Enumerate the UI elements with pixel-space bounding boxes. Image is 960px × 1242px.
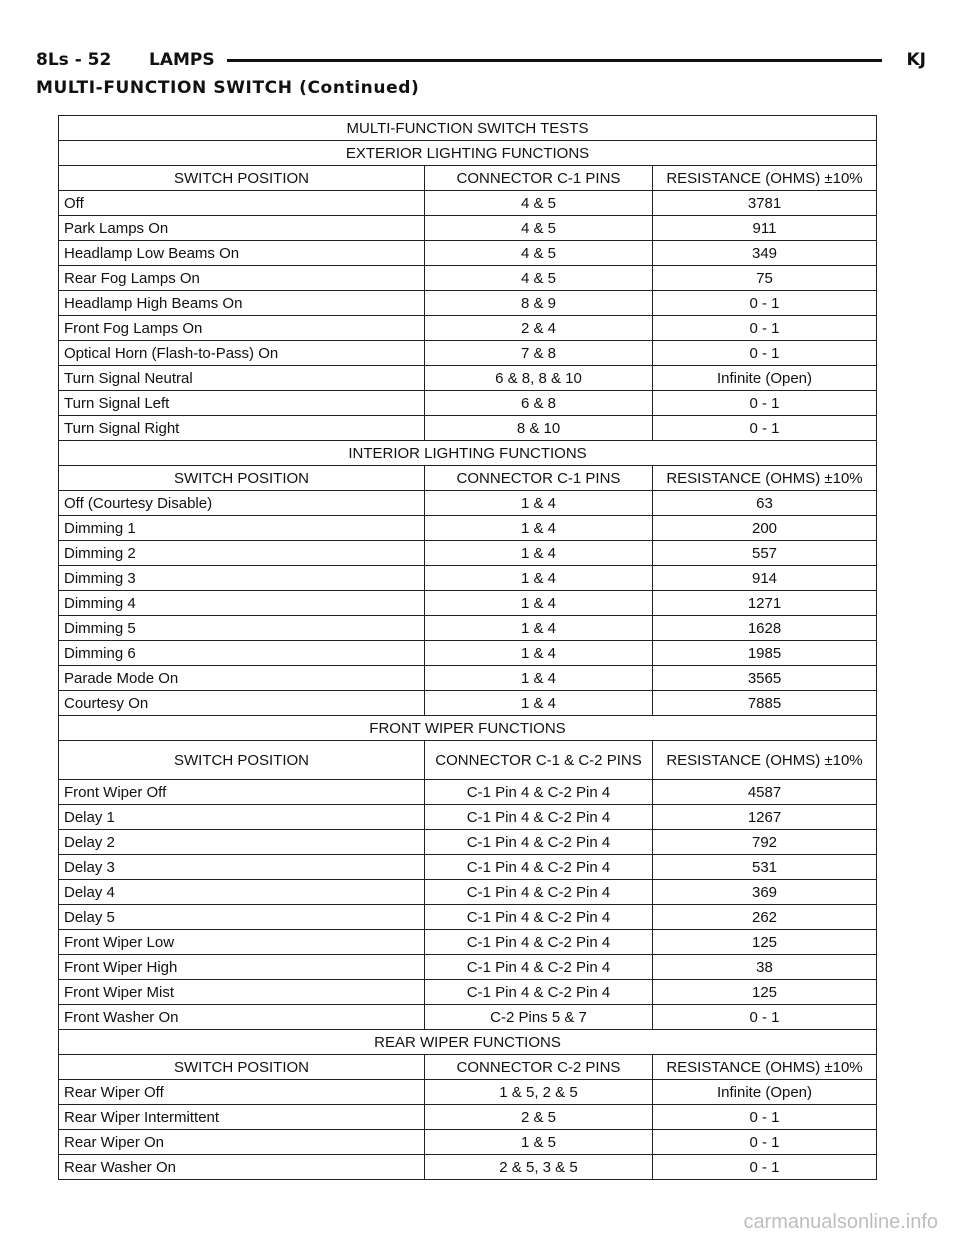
switch-position-cell: Headlamp Low Beams On — [59, 241, 425, 266]
resistance-cell: 4587 — [653, 780, 877, 805]
resistance-cell: 792 — [653, 830, 877, 855]
table-row — [59, 391, 877, 416]
table-row — [59, 316, 877, 341]
table-row — [59, 591, 877, 616]
connector-pins-cell: C-1 Pin 4 & C-2 Pin 4 — [425, 955, 653, 980]
connector-pins-cell: 2 & 4 — [425, 316, 653, 341]
switch-position-cell: Headlamp High Beams On — [59, 291, 425, 316]
page-number: 8Ls - 52 — [36, 50, 112, 70]
header-rule — [227, 59, 882, 62]
section-title: REAR WIPER FUNCTIONS — [59, 1030, 877, 1055]
switch-position-cell: Front Wiper Off — [59, 780, 425, 805]
connector-pins-cell: 1 & 4 — [425, 616, 653, 641]
resistance-cell: 0 - 1 — [653, 1155, 877, 1180]
switch-position-cell: Dimming 4 — [59, 591, 425, 616]
connector-pins-cell: 4 & 5 — [425, 191, 653, 216]
resistance-cell: 75 — [653, 266, 877, 291]
table-row — [59, 241, 877, 266]
switch-position-cell: Rear Washer On — [59, 1155, 425, 1180]
resistance-cell: 200 — [653, 516, 877, 541]
connector-pins-cell: 1 & 4 — [425, 591, 653, 616]
page-header — [36, 44, 926, 74]
table-row — [59, 905, 877, 930]
section-title-row — [59, 441, 877, 466]
connector-pins-cell: 1 & 4 — [425, 491, 653, 516]
table-row — [59, 216, 877, 241]
resistance-cell: 914 — [653, 566, 877, 591]
switch-position-cell: Front Wiper High — [59, 955, 425, 980]
table-row — [59, 930, 877, 955]
switch-position-cell: Front Washer On — [59, 1005, 425, 1030]
switch-position-cell: Front Wiper Mist — [59, 980, 425, 1005]
switch-position-cell: Off (Courtesy Disable) — [59, 491, 425, 516]
column-header: CONNECTOR C-1 PINS — [425, 466, 653, 491]
connector-pins-cell: 1 & 4 — [425, 666, 653, 691]
resistance-cell: 1267 — [653, 805, 877, 830]
table-row — [59, 880, 877, 905]
switch-position-cell: Delay 5 — [59, 905, 425, 930]
resistance-cell: 0 - 1 — [653, 391, 877, 416]
connector-pins-cell: 2 & 5 — [425, 1105, 653, 1130]
resistance-cell: 3781 — [653, 191, 877, 216]
table-title: MULTI-FUNCTION SWITCH TESTS — [59, 116, 877, 141]
connector-pins-cell: C-1 Pin 4 & C-2 Pin 4 — [425, 855, 653, 880]
watermark: carmanualsonline.info — [743, 1211, 938, 1233]
table-row — [59, 291, 877, 316]
connector-pins-cell: C-1 Pin 4 & C-2 Pin 4 — [425, 905, 653, 930]
connector-pins-cell: C-1 Pin 4 & C-2 Pin 4 — [425, 980, 653, 1005]
table-row — [59, 1080, 877, 1105]
section-title-row — [59, 716, 877, 741]
switch-position-cell: Turn Signal Left — [59, 391, 425, 416]
table-row — [59, 1155, 877, 1180]
resistance-cell: 349 — [653, 241, 877, 266]
resistance-cell: 911 — [653, 216, 877, 241]
switch-position-cell: Dimming 5 — [59, 616, 425, 641]
connector-pins-cell: C-1 Pin 4 & C-2 Pin 4 — [425, 780, 653, 805]
table-row — [59, 1005, 877, 1030]
section-title: FRONT WIPER FUNCTIONS — [59, 716, 877, 741]
column-header: SWITCH POSITION — [59, 166, 425, 191]
model-code: KJ — [906, 50, 926, 70]
connector-pins-cell: 8 & 9 — [425, 291, 653, 316]
column-header: CONNECTOR C-1 PINS — [425, 166, 653, 191]
column-header-row — [59, 741, 877, 780]
connector-pins-cell: 7 & 8 — [425, 341, 653, 366]
table-row — [59, 266, 877, 291]
switch-position-cell: Rear Wiper On — [59, 1130, 425, 1155]
table-row — [59, 805, 877, 830]
switch-position-cell: Delay 2 — [59, 830, 425, 855]
table-row — [59, 516, 877, 541]
connector-pins-cell: 1 & 4 — [425, 541, 653, 566]
connector-pins-cell: 1 & 5 — [425, 1130, 653, 1155]
section-title-row — [59, 141, 877, 166]
table-row — [59, 191, 877, 216]
connector-pins-cell: 4 & 5 — [425, 216, 653, 241]
switch-position-cell: Parade Mode On — [59, 666, 425, 691]
column-header: RESISTANCE (OHMS) ±10% — [653, 741, 877, 780]
column-header: SWITCH POSITION — [59, 466, 425, 491]
section-title-row — [59, 1030, 877, 1055]
table-row — [59, 1105, 877, 1130]
switch-position-cell: Turn Signal Right — [59, 416, 425, 441]
connector-pins-cell: 6 & 8 — [425, 391, 653, 416]
connector-pins-cell: 8 & 10 — [425, 416, 653, 441]
switch-position-cell: Park Lamps On — [59, 216, 425, 241]
resistance-cell: 0 - 1 — [653, 1105, 877, 1130]
column-header-row — [59, 466, 877, 491]
page-subheading: MULTI-FUNCTION SWITCH (Continued) — [36, 78, 420, 98]
table-row — [59, 541, 877, 566]
resistance-cell: 0 - 1 — [653, 1005, 877, 1030]
table-row — [59, 566, 877, 591]
table-row — [59, 1130, 877, 1155]
table-row — [59, 416, 877, 441]
resistance-cell: Infinite (Open) — [653, 1080, 877, 1105]
connector-pins-cell: 4 & 5 — [425, 241, 653, 266]
resistance-cell: 1628 — [653, 616, 877, 641]
resistance-cell: 7885 — [653, 691, 877, 716]
connector-pins-cell: 1 & 5, 2 & 5 — [425, 1080, 653, 1105]
resistance-cell: 557 — [653, 541, 877, 566]
connector-pins-cell: C-1 Pin 4 & C-2 Pin 4 — [425, 805, 653, 830]
connector-pins-cell: 6 & 8, 8 & 10 — [425, 366, 653, 391]
column-header: RESISTANCE (OHMS) ±10% — [653, 466, 877, 491]
switch-tests-table — [58, 115, 877, 1180]
table-row — [59, 980, 877, 1005]
switch-position-cell: Dimming 1 — [59, 516, 425, 541]
resistance-cell: 0 - 1 — [653, 1130, 877, 1155]
section-name: LAMPS — [149, 50, 215, 70]
connector-pins-cell: C-1 Pin 4 & C-2 Pin 4 — [425, 830, 653, 855]
resistance-cell: 369 — [653, 880, 877, 905]
column-header: CONNECTOR C-1 & C-2 PINS — [425, 741, 653, 780]
switch-position-cell: Optical Horn (Flash-to-Pass) On — [59, 341, 425, 366]
column-header: CONNECTOR C-2 PINS — [425, 1055, 653, 1080]
switch-position-cell: Rear Wiper Intermittent — [59, 1105, 425, 1130]
column-header: RESISTANCE (OHMS) ±10% — [653, 1055, 877, 1080]
connector-pins-cell: C-1 Pin 4 & C-2 Pin 4 — [425, 880, 653, 905]
resistance-cell: 0 - 1 — [653, 316, 877, 341]
table-row — [59, 641, 877, 666]
connector-pins-cell: 1 & 4 — [425, 566, 653, 591]
table-row — [59, 366, 877, 391]
connector-pins-cell: 1 & 4 — [425, 641, 653, 666]
table-row — [59, 691, 877, 716]
switch-position-cell: Front Fog Lamps On — [59, 316, 425, 341]
connector-pins-cell: C-1 Pin 4 & C-2 Pin 4 — [425, 930, 653, 955]
table-row — [59, 830, 877, 855]
resistance-cell: 0 - 1 — [653, 341, 877, 366]
switch-position-cell: Rear Wiper Off — [59, 1080, 425, 1105]
switch-position-cell: Front Wiper Low — [59, 930, 425, 955]
switch-position-cell: Delay 1 — [59, 805, 425, 830]
table-row — [59, 616, 877, 641]
column-header: RESISTANCE (OHMS) ±10% — [653, 166, 877, 191]
resistance-cell: 1985 — [653, 641, 877, 666]
column-header: SWITCH POSITION — [59, 741, 425, 780]
table-row — [59, 855, 877, 880]
switch-position-cell: Courtesy On — [59, 691, 425, 716]
table-row — [59, 491, 877, 516]
switch-position-cell: Dimming 2 — [59, 541, 425, 566]
resistance-cell: 1271 — [653, 591, 877, 616]
table-row — [59, 341, 877, 366]
column-header-row — [59, 166, 877, 191]
switch-position-cell: Dimming 3 — [59, 566, 425, 591]
switch-position-cell: Dimming 6 — [59, 641, 425, 666]
resistance-cell: 63 — [653, 491, 877, 516]
resistance-cell: 38 — [653, 955, 877, 980]
resistance-cell: 262 — [653, 905, 877, 930]
column-header: SWITCH POSITION — [59, 1055, 425, 1080]
switch-position-cell: Turn Signal Neutral — [59, 366, 425, 391]
resistance-cell: 0 - 1 — [653, 416, 877, 441]
switch-position-cell: Rear Fog Lamps On — [59, 266, 425, 291]
table-row — [59, 666, 877, 691]
resistance-cell: 125 — [653, 930, 877, 955]
connector-pins-cell: 1 & 4 — [425, 691, 653, 716]
resistance-cell: 0 - 1 — [653, 291, 877, 316]
section-title: INTERIOR LIGHTING FUNCTIONS — [59, 441, 877, 466]
switch-position-cell: Delay 3 — [59, 855, 425, 880]
resistance-cell: 125 — [653, 980, 877, 1005]
resistance-cell: 3565 — [653, 666, 877, 691]
connector-pins-cell: 1 & 4 — [425, 516, 653, 541]
table-row — [59, 955, 877, 980]
switch-position-cell: Delay 4 — [59, 880, 425, 905]
connector-pins-cell: 2 & 5, 3 & 5 — [425, 1155, 653, 1180]
table-row — [59, 780, 877, 805]
column-header-row — [59, 1055, 877, 1080]
resistance-cell: 531 — [653, 855, 877, 880]
connector-pins-cell: C-2 Pins 5 & 7 — [425, 1005, 653, 1030]
switch-position-cell: Off — [59, 191, 425, 216]
table-title-row — [59, 116, 877, 141]
connector-pins-cell: 4 & 5 — [425, 266, 653, 291]
section-title: EXTERIOR LIGHTING FUNCTIONS — [59, 141, 877, 166]
resistance-cell: Infinite (Open) — [653, 366, 877, 391]
